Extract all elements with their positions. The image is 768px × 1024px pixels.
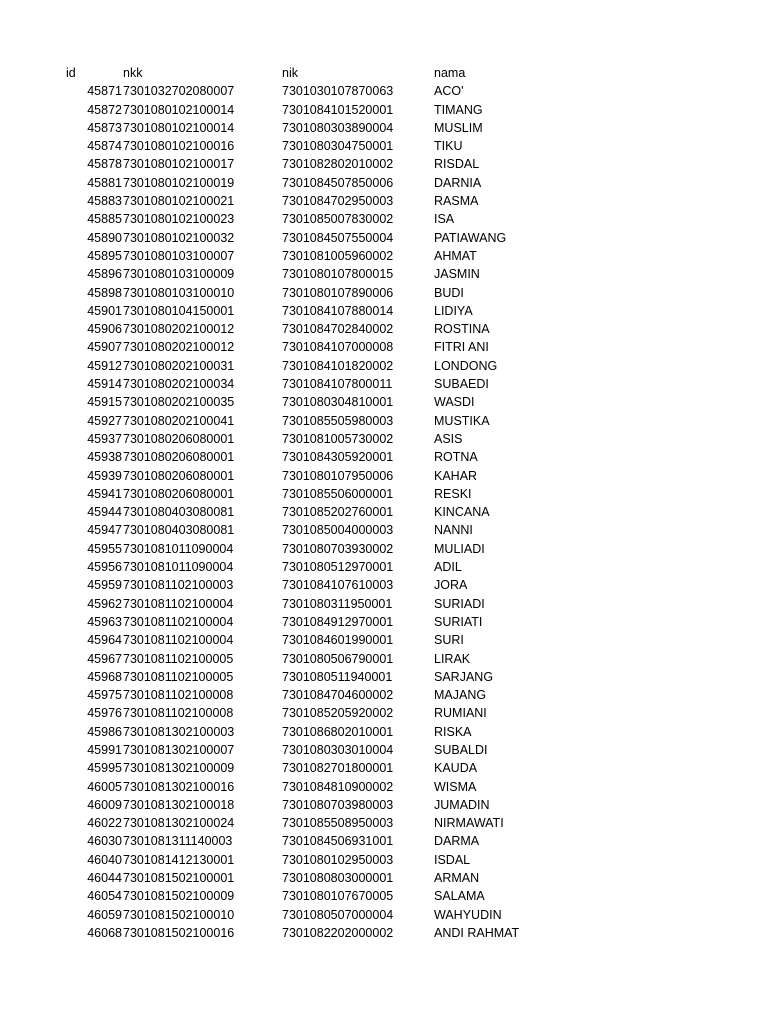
cell-nama: SUBAEDI <box>434 377 489 392</box>
cell-nik: 7301080304810001 <box>282 395 394 410</box>
table-row <box>0 192 768 210</box>
table-row <box>0 284 768 302</box>
table-row <box>0 595 768 613</box>
cell-id: 45907 <box>87 340 122 355</box>
cell-nik: 7301084107610003 <box>282 578 394 593</box>
cell-nkk: 7301081102100005 <box>123 651 234 666</box>
cell-nkk: 7301081302100009 <box>123 761 235 776</box>
cell-nkk: 7301080104150001 <box>123 303 235 318</box>
cell-nkk: 7301080103100009 <box>123 267 235 282</box>
cell-id: 45890 <box>87 230 122 245</box>
table-row <box>0 448 768 466</box>
cell-id: 45885 <box>87 212 122 227</box>
cell-nik: 7301085205920002 <box>282 706 394 721</box>
cell-id: 45967 <box>87 651 122 666</box>
cell-nama: LIRAK <box>434 651 471 666</box>
table-row <box>0 558 768 576</box>
cell-nik: 7301080803000001 <box>282 871 394 886</box>
cell-nama: JORA <box>434 578 468 593</box>
cell-nik: 7301081005960002 <box>282 248 394 263</box>
cell-nkk: 7301080206080001 <box>123 450 235 465</box>
cell-nik: 7301084704600002 <box>282 688 394 703</box>
cell-nama: NIRMAWATI <box>434 816 504 831</box>
table-row <box>0 832 768 850</box>
table-row <box>0 796 768 814</box>
header-nkk: nkk <box>123 66 143 80</box>
cell-nkk: 7301081011090004 <box>123 560 234 575</box>
cell-nkk: 7301080102100014 <box>123 120 235 135</box>
cell-nama: ISDAL <box>434 852 471 867</box>
cell-nik: 7301082202000002 <box>282 925 394 940</box>
cell-nik: 7301080107800015 <box>282 267 394 282</box>
cell-nkk: 7301080202100012 <box>123 340 235 355</box>
cell-nama: ARMAN <box>434 871 480 886</box>
cell-nama: BUDI <box>434 285 464 300</box>
cell-nik: 7301085508950003 <box>282 816 394 831</box>
cell-nama: TIMANG <box>434 102 483 117</box>
cell-nik: 7301080703930002 <box>282 541 394 556</box>
cell-id: 45968 <box>87 669 122 684</box>
cell-nkk: 7301081302100018 <box>123 797 235 812</box>
cell-nik: 7301084305920001 <box>282 450 394 465</box>
cell-id: 45963 <box>87 614 122 629</box>
cell-nama: ROSTINA <box>434 322 490 337</box>
table-row <box>0 320 768 338</box>
cell-nama: SALAMA <box>434 889 485 904</box>
table-row <box>0 613 768 631</box>
cell-nik: 7301080507000004 <box>282 907 394 922</box>
cell-nkk: 7301080206080001 <box>123 431 235 446</box>
cell-nkk: 7301080102100016 <box>123 139 235 154</box>
cell-nik: 7301084507550004 <box>282 230 394 245</box>
cell-id: 45927 <box>87 413 122 428</box>
cell-nkk: 7301080202100034 <box>123 377 235 392</box>
cell-nkk: 7301081412130001 <box>123 852 235 867</box>
cell-id: 45895 <box>87 248 122 263</box>
cell-nkk: 7301081102100004 <box>123 614 234 629</box>
cell-nama: TIKU <box>434 139 463 154</box>
cell-nama: ROTNA <box>434 450 478 465</box>
cell-id: 46044 <box>87 871 122 886</box>
cell-nkk: 7301080102100023 <box>123 212 235 227</box>
cell-id: 46040 <box>87 852 122 867</box>
table-row <box>0 759 768 777</box>
cell-id: 45915 <box>87 395 122 410</box>
table-row <box>0 357 768 375</box>
cell-nama: LONDONG <box>434 358 498 373</box>
table-row <box>0 906 768 924</box>
cell-id: 45962 <box>87 596 122 611</box>
table-row <box>0 119 768 137</box>
cell-nama: WAHYUDIN <box>434 907 502 922</box>
cell-nama: RUMIANI <box>434 706 487 721</box>
cell-nama: KINCANA <box>434 505 490 520</box>
cell-nama: PATIAWANG <box>434 230 507 245</box>
cell-nama: WASDI <box>434 395 475 410</box>
cell-id: 46059 <box>87 907 122 922</box>
cell-nik: 7301084912970001 <box>282 614 394 629</box>
cell-nkk: 7301081102100005 <box>123 669 234 684</box>
cell-nkk: 7301081311140003 <box>123 834 233 849</box>
cell-nik: 7301080703980003 <box>282 797 394 812</box>
cell-nik: 7301080506790001 <box>282 651 394 666</box>
cell-nik: 7301084107000008 <box>282 340 394 355</box>
cell-nama: JUMADIN <box>434 797 490 812</box>
cell-id: 45873 <box>87 120 122 135</box>
cell-nkk: 7301080403080081 <box>123 505 235 520</box>
table-row <box>0 503 768 521</box>
cell-nkk: 7301081102100008 <box>123 706 234 721</box>
cell-id: 46005 <box>87 779 122 794</box>
cell-nik: 7301080311950001 <box>282 596 393 611</box>
data-table <box>0 64 768 942</box>
cell-nik: 7301084810900002 <box>282 779 394 794</box>
header-nik: nik <box>282 66 298 80</box>
table-row <box>0 540 768 558</box>
cell-nama: FITRI ANI <box>434 340 489 355</box>
cell-nama: SURIATI <box>434 614 483 629</box>
cell-nkk: 7301081102100004 <box>123 633 234 648</box>
table-row <box>0 375 768 393</box>
table-row <box>0 485 768 503</box>
table-row <box>0 723 768 741</box>
cell-id: 45896 <box>87 267 122 282</box>
cell-id: 45906 <box>87 322 122 337</box>
cell-nama: RISKA <box>434 724 472 739</box>
cell-nik: 7301086802010001 <box>282 724 394 739</box>
table-row <box>0 924 768 942</box>
cell-nkk: 7301081011090004 <box>123 541 234 556</box>
cell-nama: WISMA <box>434 779 477 794</box>
cell-nkk: 7301080102100017 <box>123 157 235 172</box>
table-row <box>0 393 768 411</box>
cell-nik: 7301084101820002 <box>282 358 394 373</box>
cell-nkk: 7301081502100001 <box>123 871 235 886</box>
cell-nkk: 7301080202100031 <box>123 358 235 373</box>
cell-id: 45955 <box>87 541 122 556</box>
cell-id: 46022 <box>87 816 122 831</box>
cell-nama: RESKI <box>434 486 472 501</box>
cell-nik: 7301084107800011 <box>282 377 393 392</box>
cell-id: 45883 <box>87 194 122 209</box>
table-row <box>0 686 768 704</box>
table-row <box>0 650 768 668</box>
table-row <box>0 338 768 356</box>
table-row <box>0 576 768 594</box>
cell-id: 45947 <box>87 523 122 538</box>
cell-nik: 7301081005730002 <box>282 431 394 446</box>
header-row <box>0 64 768 82</box>
table-row <box>0 430 768 448</box>
cell-nik: 7301080107950006 <box>282 468 394 483</box>
cell-nik: 7301080303890004 <box>282 120 394 135</box>
cell-nik: 7301080102950003 <box>282 852 394 867</box>
cell-nama: ADIL <box>434 560 462 575</box>
cell-nik: 7301080512970001 <box>282 560 394 575</box>
table-row <box>0 869 768 887</box>
cell-nkk: 7301081502100010 <box>123 907 235 922</box>
cell-nkk: 7301081102100004 <box>123 596 234 611</box>
cell-nik: 7301080304750001 <box>282 139 394 154</box>
cell-id: 45941 <box>87 486 122 501</box>
cell-id: 46054 <box>87 889 122 904</box>
cell-id: 45878 <box>87 157 122 172</box>
cell-nik: 7301085202760001 <box>282 505 394 520</box>
cell-nkk: 7301080103100010 <box>123 285 235 300</box>
cell-nkk: 7301080102100021 <box>123 194 235 209</box>
cell-nkk: 7301032702080007 <box>123 84 235 99</box>
cell-nkk: 7301081102100008 <box>123 688 234 703</box>
table-row <box>0 668 768 686</box>
cell-id: 46068 <box>87 925 122 940</box>
cell-id: 45964 <box>87 633 122 648</box>
table-row <box>0 229 768 247</box>
cell-id: 45959 <box>87 578 122 593</box>
table-row <box>0 302 768 320</box>
cell-id: 45901 <box>87 303 122 318</box>
cell-nkk: 7301081502100016 <box>123 925 235 940</box>
cell-nik: 7301085506000001 <box>282 486 394 501</box>
cell-id: 45912 <box>87 358 122 373</box>
table-body <box>0 82 768 942</box>
cell-nik: 7301085007830002 <box>282 212 394 227</box>
cell-nik: 7301080511940001 <box>282 669 393 684</box>
cell-nama: SURI <box>434 633 464 648</box>
cell-nik: 7301084101520001 <box>282 102 394 117</box>
cell-nkk: 7301080102100032 <box>123 230 235 245</box>
cell-nama: DARMA <box>434 834 480 849</box>
cell-nama: JASMIN <box>434 267 480 282</box>
cell-nama: KAUDA <box>434 761 478 776</box>
cell-id: 45937 <box>87 431 122 446</box>
cell-id: 45938 <box>87 450 122 465</box>
cell-id: 45991 <box>87 742 122 757</box>
cell-nama: ACO' <box>434 84 464 99</box>
cell-nama: KAHAR <box>434 468 478 483</box>
cell-id: 45956 <box>87 560 122 575</box>
cell-nik: 7301084601990001 <box>282 633 394 648</box>
cell-nama: ASIS <box>434 431 463 446</box>
cell-nkk: 7301081302100016 <box>123 779 235 794</box>
table-row <box>0 82 768 100</box>
cell-nama: MUSLIM <box>434 120 483 135</box>
table-row <box>0 778 768 796</box>
cell-nik: 7301030107870063 <box>282 84 394 99</box>
header-id: id <box>66 66 76 80</box>
cell-id: 45881 <box>87 175 122 190</box>
cell-nama: SURIADI <box>434 596 485 611</box>
cell-nkk: 7301080102100019 <box>123 175 235 190</box>
table-row <box>0 467 768 485</box>
table-row <box>0 814 768 832</box>
cell-nik: 7301080107890006 <box>282 285 394 300</box>
cell-nkk: 7301081502100009 <box>123 889 235 904</box>
table-row <box>0 247 768 265</box>
cell-nik: 7301084702840002 <box>282 322 394 337</box>
table-row <box>0 887 768 905</box>
table-row <box>0 137 768 155</box>
cell-nik: 7301084506931001 <box>282 834 394 849</box>
cell-id: 45914 <box>87 377 122 392</box>
cell-nkk: 7301080202100012 <box>123 322 235 337</box>
cell-nama: SUBALDI <box>434 742 488 757</box>
cell-nkk: 7301080202100035 <box>123 395 235 410</box>
cell-id: 45944 <box>87 505 122 520</box>
cell-id: 46009 <box>87 797 122 812</box>
table-row <box>0 521 768 539</box>
cell-nkk: 7301080202100041 <box>123 413 235 428</box>
cell-nama: ISA <box>434 212 455 227</box>
cell-nik: 7301084702950003 <box>282 194 394 209</box>
cell-nkk: 7301081302100024 <box>123 816 235 831</box>
cell-id: 45975 <box>87 688 122 703</box>
cell-id: 45871 <box>87 84 122 99</box>
cell-nkk: 7301080403080081 <box>123 523 235 538</box>
cell-nkk: 7301081302100007 <box>123 742 235 757</box>
cell-nama: RASMA <box>434 194 479 209</box>
table-row <box>0 174 768 192</box>
cell-id: 45976 <box>87 706 122 721</box>
cell-nama: LIDIYA <box>434 303 473 318</box>
cell-id: 45898 <box>87 285 122 300</box>
cell-nik: 7301085004000003 <box>282 523 394 538</box>
cell-nama: MAJANG <box>434 688 487 703</box>
cell-nama: MULIADI <box>434 541 485 556</box>
cell-nik: 7301080303010004 <box>282 742 394 757</box>
table-row <box>0 741 768 759</box>
table-row <box>0 101 768 119</box>
cell-nkk: 7301081102100003 <box>123 578 234 593</box>
cell-nik: 7301080107670005 <box>282 889 394 904</box>
table-row <box>0 265 768 283</box>
cell-id: 46030 <box>87 834 122 849</box>
cell-nama: ANDI RAHMAT <box>434 925 520 940</box>
table-row <box>0 155 768 173</box>
cell-nama: SARJANG <box>434 669 494 684</box>
cell-id: 45872 <box>87 102 122 117</box>
cell-nkk: 7301080103100007 <box>123 248 235 263</box>
table-row <box>0 631 768 649</box>
cell-nama: MUSTIKA <box>434 413 490 428</box>
table-row <box>0 412 768 430</box>
table-row <box>0 210 768 228</box>
table-row <box>0 704 768 722</box>
cell-id: 45874 <box>87 139 122 154</box>
cell-id: 45995 <box>87 761 122 776</box>
cell-nik: 7301084107880014 <box>282 303 394 318</box>
cell-nama: RISDAL <box>434 157 480 172</box>
header-nama: nama <box>434 66 466 80</box>
cell-nkk: 7301080102100014 <box>123 102 235 117</box>
cell-id: 45939 <box>87 468 122 483</box>
cell-nkk: 7301080206080001 <box>123 468 235 483</box>
cell-nama: DARNIA <box>434 175 482 190</box>
table-row <box>0 851 768 869</box>
cell-id: 45986 <box>87 724 122 739</box>
cell-nik: 7301082701800001 <box>282 761 394 776</box>
cell-nama: NANNI <box>434 523 473 538</box>
cell-nik: 7301084507850006 <box>282 175 394 190</box>
cell-nama: AHMAT <box>434 248 477 263</box>
cell-nkk: 7301081302100003 <box>123 724 235 739</box>
cell-nkk: 7301080206080001 <box>123 486 235 501</box>
cell-nik: 7301082802010002 <box>282 157 394 172</box>
cell-nik: 7301085505980003 <box>282 413 394 428</box>
